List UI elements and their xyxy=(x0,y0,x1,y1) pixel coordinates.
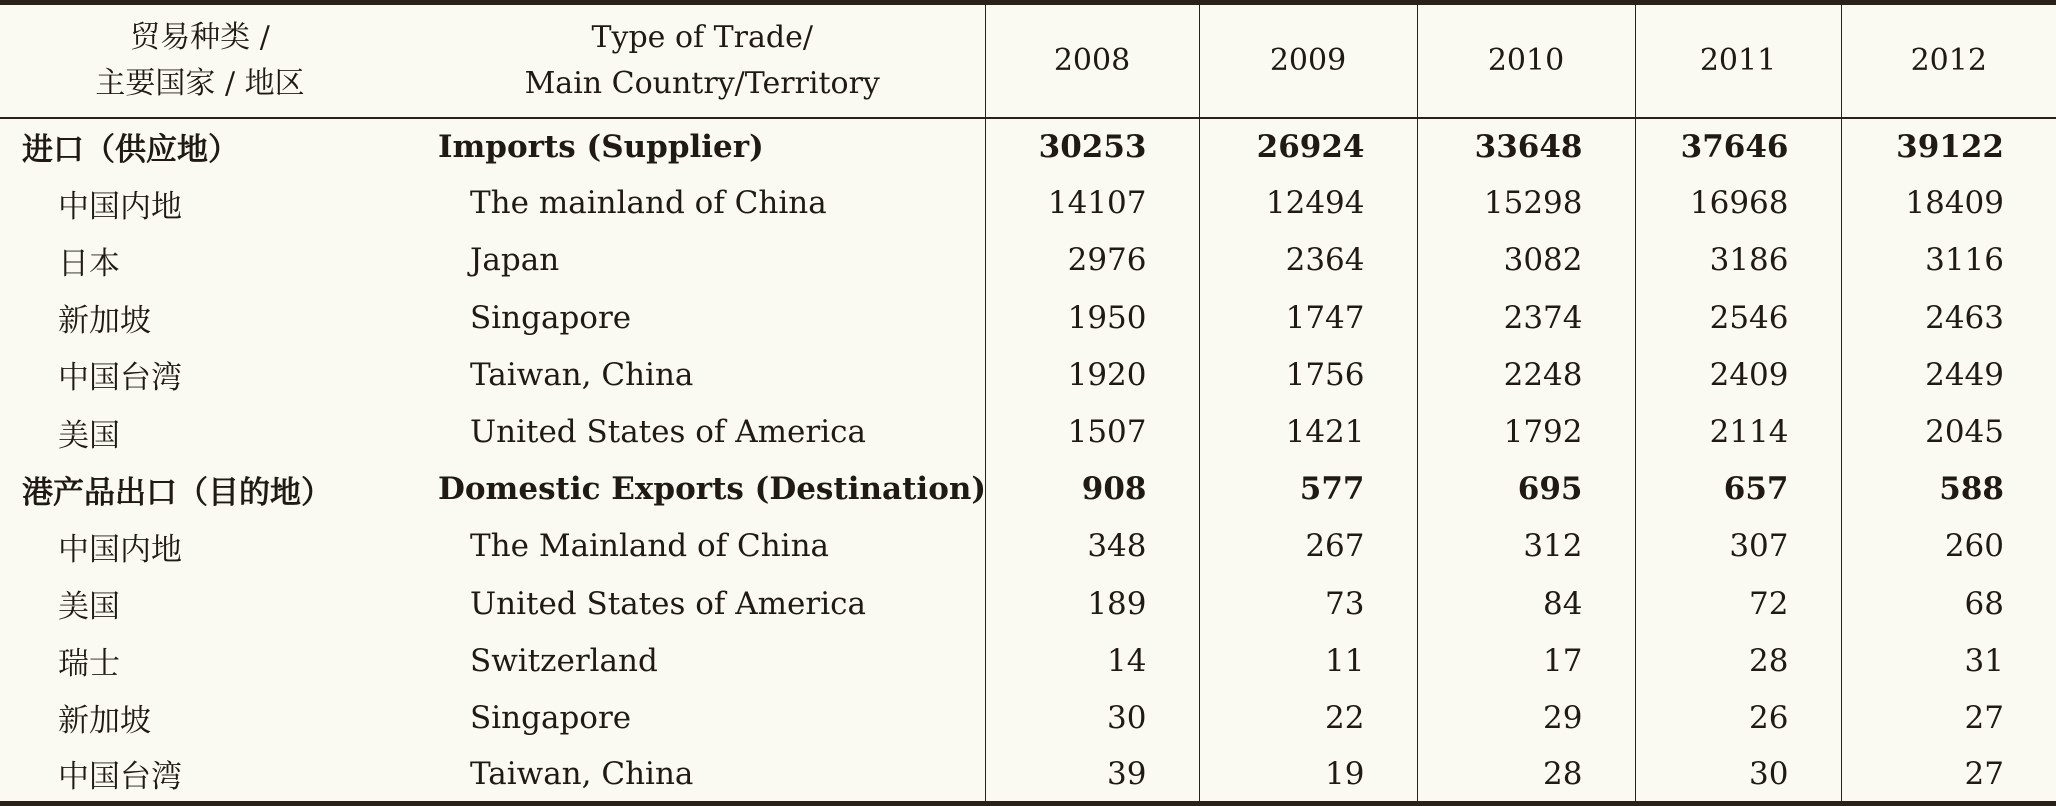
table-row-imports-total xyxy=(0,118,2056,175)
table-row xyxy=(0,175,2056,232)
row-label-zh: 中国台湾 xyxy=(0,747,420,804)
cell-2009: 2364 xyxy=(1199,232,1417,289)
cell-2011: 2114 xyxy=(1635,403,1841,460)
cell-2010: 2248 xyxy=(1417,346,1635,403)
cell-2012: 260 xyxy=(1841,518,2056,575)
row-label-en: Imports (Supplier) xyxy=(438,128,764,165)
header-year-2011: 2011 xyxy=(1635,3,1841,118)
cell-2010: 33648 xyxy=(1417,118,1635,175)
cell-2009: 22 xyxy=(1199,689,1417,746)
row-label-zh: 新加坡 xyxy=(58,703,151,740)
header-row xyxy=(0,3,2056,118)
cell-2009: 12494 xyxy=(1199,175,1417,232)
header-year-2009: 2009 xyxy=(1199,3,1417,118)
cell-2010: 312 xyxy=(1417,518,1635,575)
cell-2008: 1920 xyxy=(985,346,1199,403)
cell-2012: 27 xyxy=(1841,747,2056,804)
row-label-zh: 中国内地 xyxy=(58,188,182,225)
row-label-en: Singapore xyxy=(470,299,632,336)
cell-2008: 30253 xyxy=(985,118,1199,175)
row-label-en: Taiwan, China xyxy=(470,356,694,393)
cell-2012: 2463 xyxy=(1841,289,2056,346)
table-row xyxy=(0,632,2056,689)
cell-2009: 26924 xyxy=(1199,118,1417,175)
cell-2009: 73 xyxy=(1199,575,1417,632)
cell-2012: 588 xyxy=(1841,461,2056,518)
cell-2010: 695 xyxy=(1417,461,1635,518)
cell-2008: 189 xyxy=(985,575,1199,632)
cell-2008: 1950 xyxy=(985,289,1199,346)
cell-2009: 1421 xyxy=(1199,403,1417,460)
cell-2011: 30 xyxy=(1635,747,1841,804)
table-row xyxy=(0,346,2056,403)
row-label-zh: 瑞士 xyxy=(58,646,120,683)
cell-2010: 2374 xyxy=(1417,289,1635,346)
row-label-en: Domestic Exports (Destination) xyxy=(438,471,987,508)
row-label-en: United States of America xyxy=(470,585,866,622)
cell-2011: 26 xyxy=(1635,689,1841,746)
cell-2012: 68 xyxy=(1841,575,2056,632)
row-label-en: The Mainland of China xyxy=(470,528,830,565)
cell-2010: 28 xyxy=(1417,747,1635,804)
cell-2008: 348 xyxy=(985,518,1199,575)
row-label-zh: 港产品出口（目的地） xyxy=(22,474,332,511)
row-label-zh: 美国 xyxy=(58,589,120,626)
header-english xyxy=(420,3,985,118)
header-year-2010: 2010 xyxy=(1417,3,1635,118)
row-label-en: Singapore xyxy=(470,699,632,736)
header-chinese-line1: 贸易种类 / xyxy=(130,19,270,55)
cell-2012: 39122 xyxy=(1841,118,2056,175)
cell-2009: 267 xyxy=(1199,518,1417,575)
cell-2008: 908 xyxy=(985,461,1199,518)
row-label-zh: 进口（供应地） xyxy=(22,132,239,169)
cell-2011: 2409 xyxy=(1635,346,1841,403)
cell-2012: 3116 xyxy=(1841,232,2056,289)
cell-2010: 17 xyxy=(1417,632,1635,689)
cell-2011: 28 xyxy=(1635,632,1841,689)
cell-2010: 84 xyxy=(1417,575,1635,632)
cell-2009: 577 xyxy=(1199,461,1417,518)
cell-2008: 39 xyxy=(985,747,1199,804)
row-label-zh: 日本 xyxy=(58,245,120,282)
cell-2012: 27 xyxy=(1841,689,2056,746)
cell-2012: 31 xyxy=(1841,632,2056,689)
row-label-en: Switzerland xyxy=(470,642,658,679)
cell-2010: 15298 xyxy=(1417,175,1635,232)
table-row xyxy=(0,747,2056,804)
cell-2011: 72 xyxy=(1635,575,1841,632)
row-label-en: United States of America xyxy=(470,414,866,451)
row-label-zh: 美国 xyxy=(58,417,120,454)
table-row xyxy=(0,289,2056,346)
cell-2011: 37646 xyxy=(1635,118,1841,175)
row-label-zh: 中国内地 xyxy=(58,531,182,568)
table-row xyxy=(0,575,2056,632)
row-label-en: Japan xyxy=(470,242,560,279)
header-year-2012: 2012 xyxy=(1841,3,2056,118)
table-row-domestic-exports-total xyxy=(0,461,2056,518)
cell-2008: 14 xyxy=(985,632,1199,689)
cell-2011: 307 xyxy=(1635,518,1841,575)
cell-2010: 3082 xyxy=(1417,232,1635,289)
header-english-line1: Type of Trade/ xyxy=(591,19,813,55)
table-row xyxy=(0,518,2056,575)
header-chinese xyxy=(0,3,420,118)
row-label-en: The mainland of China xyxy=(470,185,827,222)
cell-2009: 11 xyxy=(1199,632,1417,689)
cell-2009: 19 xyxy=(1199,747,1417,804)
cell-2008: 1507 xyxy=(985,403,1199,460)
header-english-line2: Main Country/Territory xyxy=(524,65,880,101)
row-label-en: Taiwan, China xyxy=(420,747,985,804)
header-chinese-line2: 主要国家 / 地区 xyxy=(95,65,305,101)
cell-2011: 657 xyxy=(1635,461,1841,518)
cell-2012: 2449 xyxy=(1841,346,2056,403)
cell-2008: 2976 xyxy=(985,232,1199,289)
cell-2012: 18409 xyxy=(1841,175,2056,232)
cell-2009: 1756 xyxy=(1199,346,1417,403)
cell-2012: 2045 xyxy=(1841,403,2056,460)
row-label-zh: 新加坡 xyxy=(58,303,151,340)
header-year-2008: 2008 xyxy=(985,3,1199,118)
table-row xyxy=(0,232,2056,289)
cell-2011: 3186 xyxy=(1635,232,1841,289)
table-row xyxy=(0,689,2056,746)
cell-2011: 16968 xyxy=(1635,175,1841,232)
cell-2008: 14107 xyxy=(985,175,1199,232)
row-label-zh: 中国台湾 xyxy=(58,360,182,397)
table-row xyxy=(0,403,2056,460)
cell-2009: 1747 xyxy=(1199,289,1417,346)
cell-2008: 30 xyxy=(985,689,1199,746)
cell-2010: 29 xyxy=(1417,689,1635,746)
cell-2011: 2546 xyxy=(1635,289,1841,346)
cell-2010: 1792 xyxy=(1417,403,1635,460)
